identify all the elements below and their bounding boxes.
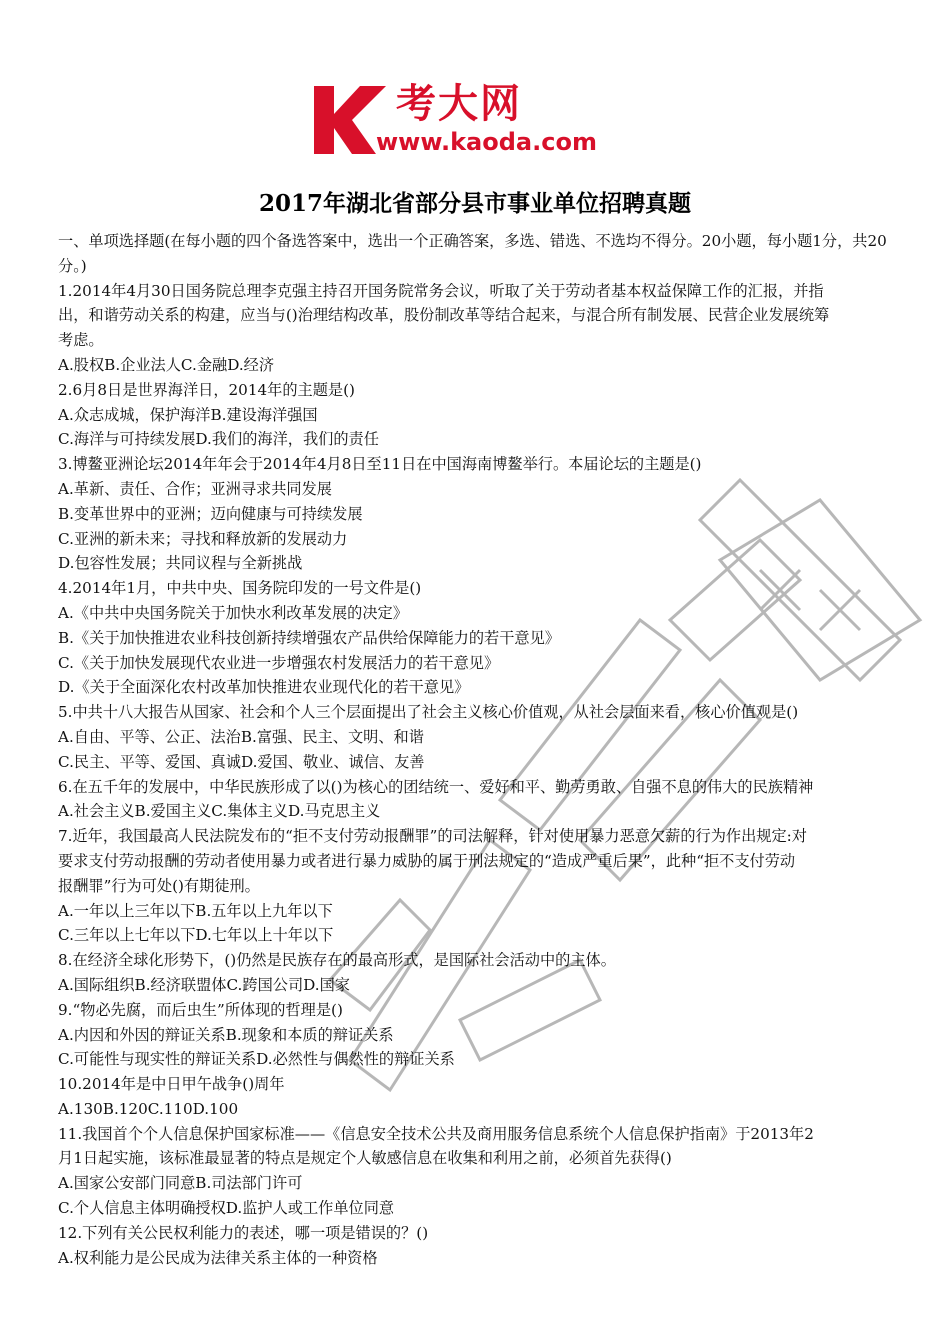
question-line: C.可能性与现实性的辩证关系D.必然性与偶然性的辩证关系 [58, 1050, 455, 1069]
question-line: C.海洋与可持续发展D.我们的海洋，我们的责任 [58, 430, 379, 449]
section-intro: 一、单项选择题(在每小题的四个备选答案中，选出一个正确答案，多选、错选、不选均不得分。20小题，每小题1分，共20分。) [58, 232, 887, 275]
question-line: A.一年以上三年以下B.五年以上九年以下 [58, 901, 333, 920]
question-line: A.众志成城，保护海洋B.建设海洋强国 [58, 405, 318, 424]
question-line: 要求支付劳动报酬的劳动者使用暴力或者进行暴力威胁的属于刑法规定的“造成严重后果”，此种“拒不支付劳动 [58, 851, 796, 870]
logo-brand-text: 考大网 [396, 81, 522, 127]
page-title: 2017年湖北省部分县市事业单位招聘真题 [258, 190, 691, 217]
question-line: 5.中共十八大报告从国家、社会和个人三个层面提出了社会主义核心价值观，从社会层面来看，核心价值观是() [58, 703, 799, 722]
question-line: A.革新、责任、合作；亚洲寻求共同发展 [58, 479, 332, 498]
question-line: D.《关于全面深化农村改革加快推进农业现代化的若干意见》 [58, 678, 470, 697]
logo-url: www.kaoda.com [376, 128, 597, 156]
question-line: A.社会主义B.爱国主义C.集体主义D.马克思主义 [58, 802, 381, 821]
question-line: 1.2014年4月30日国务院总理李克强主持召开国务院常务会议，听取了关于劳动者基本权益保障工作的汇报，并指 [58, 281, 824, 300]
question-line: A.《中共中央国务院关于加快水利改革发展的决定》 [58, 603, 408, 622]
question-line: A.国家公安部门同意B.司法部门许可 [58, 1174, 303, 1193]
question-line: C.个人信息主体明确授权D.监护人或工作单位同意 [58, 1199, 395, 1218]
question-line: 出，和谐劳动关系的构建，应当与()治理结构改革，股份制改革等结合起来，与混合所有制发展、民营企业发展统筹 [58, 306, 830, 325]
question-line: B.变革世界中的亚洲；迈向健康与可持续发展 [58, 504, 363, 523]
question-line: 月1日起实施，该标准最显著的特点是规定个人敏感信息在收集和利用之前，必须首先获得() [58, 1149, 672, 1168]
question-line: C.亚洲的新未来；寻找和释放新的发展动力 [58, 529, 348, 548]
question-line: D.包容性发展；共同议程与全新挑战 [58, 554, 303, 573]
question-line: C.《关于加快发展现代农业进一步增强农村发展活力的若干意见》 [58, 653, 500, 672]
question-line: A.国际组织B.经济联盟体C.跨国公司D.国家 [58, 975, 350, 994]
question-line: 考虑。 [58, 331, 104, 350]
question-line: 3.博鳌亚洲论坛2014年年会于2014年4月8日至11日在中国海南博鳌举行。本届论坛的主题是() [58, 455, 702, 474]
question-content [58, 229, 896, 1270]
question-line: C.三年以上七年以下D.七年以上十年以下 [58, 926, 334, 945]
kaoda-logo [310, 80, 650, 160]
question-line: 10.2014年是中日甲午战争()周年 [58, 1075, 285, 1094]
question-line: 7.近年，我国最高人民法院发布的“拒不支付劳动报酬罪”的司法解释，针对使用暴力恶意欠薪的行为作出规定:对 [58, 827, 807, 846]
question-line: 11.我国首个个人信息保护国家标准——《信息安全技术公共及商用服务信息系统个人信息保护指南》于2013年2 [58, 1124, 814, 1143]
question-line: 4.2014年1月，中共中央、国务院印发的一号文件是() [58, 579, 422, 598]
question-line: 8.在经济全球化形势下，()仍然是民族存在的最高形式，是国际社会活动中的主体。 [58, 951, 616, 970]
question-line: C.民主、平等、爱国、真诚D.爱国、敬业、诚信、友善 [58, 752, 425, 771]
question-lines [58, 279, 896, 1271]
question-line: 12.下列有关公民权利能力的表述，哪一项是错误的？() [58, 1223, 429, 1242]
question-line: A.自由、平等、公正、法治B.富强、民主、文明、和谐 [58, 727, 424, 746]
question-line: A.130B.120C.110D.100 [58, 1099, 239, 1118]
question-line: 报酬罪”行为可处()有期徒刑。 [58, 876, 260, 895]
question-line: 6.在五千年的发展中，中华民族形成了以()为核心的团结统一、爱好和平、勤劳勇敢、自强不息的伟大的民族精神 [58, 777, 814, 796]
question-line: A.内因和外因的辩证关系B.现象和本质的辩证关系 [58, 1025, 394, 1044]
question-line: A.股权B.企业法人C.金融D.经济 [58, 355, 275, 374]
question-line: A.权利能力是公民成为法律关系主体的一种资格 [58, 1248, 378, 1267]
question-line: 2.6月8日是世界海洋日，2014年的主题是() [58, 380, 355, 399]
question-line: 9.“物必先腐，而后虫生”所体现的哲理是() [58, 1000, 343, 1019]
question-line: B.《关于加快推进农业科技创新持续增强农产品供给保障能力的若干意见》 [58, 628, 560, 647]
